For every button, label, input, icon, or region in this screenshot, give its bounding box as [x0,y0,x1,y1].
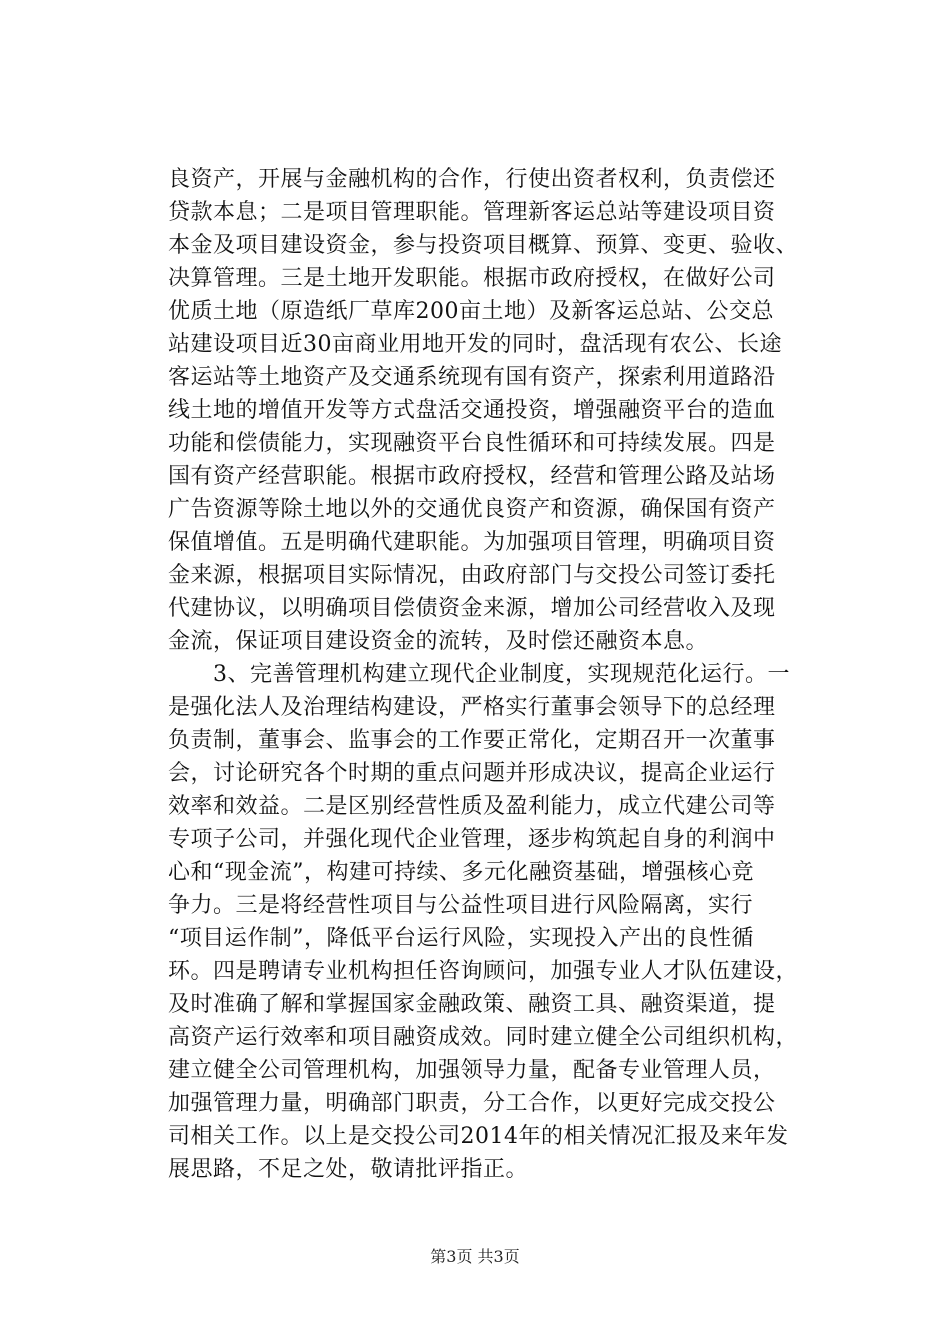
text-line: 站建设项目近30亩商业用地开发的同时，盘活现有农公、长途 [168,332,782,357]
text-line: 国有资产经营职能。根据市政府授权，经营和管理公路及站场 [168,464,776,489]
text-line: 保值增值。五是明确代建职能。为加强项目管理，明确项目资 [168,530,776,555]
text-line: 司相关工作。以上是交投公司2014年的相关情况汇报及来年发 [168,1124,789,1149]
text-line: 会，讨论研究各个时期的重点问题并形成决议，提高企业运行 [168,761,776,786]
text-line: 金来源，根据项目实际情况，由政府部门与交投公司签订委托 [168,563,776,588]
paragraph-1 [168,163,858,658]
text-line: 高资产运行效率和项目融资成效。同时建立健全公司组织机构， [168,1025,799,1050]
text-line: 环。四是聘请专业机构担任咨询顾问，加强专业人才队伍建设， [168,959,799,984]
text-line: 决算管理。三是土地开发职能。根据市政府授权，在做好公司 [168,266,776,291]
text-line: 本金及项目建设资金，参与投资项目概算、预算、变更、验收、 [168,233,799,258]
text-line: 客运站等土地资产及交通系统现有国有资产，探索利用道路沿 [168,365,776,390]
text-line: 效率和效益。二是区别经营性质及盈利能力，成立代建公司等 [168,794,776,819]
page-number-footer: 第3页 共3页 [430,1247,520,1266]
text-line: 专项子公司，并强化现代企业管理，逐步构筑起自身的利润中 [168,827,776,852]
text-line: 负责制，董事会、监事会的工作要正常化，定期召开一次董事 [168,728,776,753]
text-line: 金流，保证项目建设资金的流转，及时偿还融资本息。 [168,629,709,654]
text-line: 争力。三是将经营性项目与公益性项目进行风险隔离，实行 [168,893,754,918]
paragraph-2 [168,658,858,1186]
text-line: 贷款本息；二是项目管理职能。管理新客运总站等建设项目资 [168,200,776,225]
text-line: 加强管理力量，明确部门职责，分工合作，以更好完成交投公 [168,1091,776,1116]
text-line: 是强化法人及治理结构建设，严格实行董事会领导下的总经理 [168,695,776,720]
text-line: 展思路，不足之处，敬请批评指正。 [168,1157,529,1182]
text-line: 线土地的增值开发等方式盘活交通投资，增强融资平台的造血 [168,398,776,423]
text-line: 良资产，开展与金融机构的合作，行使出资者权利，负责偿还 [168,167,776,192]
text-line: 功能和偿债能力，实现融资平台良性循环和可持续发展。四是 [168,431,776,456]
text-line: 及时准确了解和掌握国家金融政策、融资工具、融资渠道，提 [168,992,776,1017]
text-line: 优质土地（原造纸厂草库200亩土地）及新客运总站、公交总 [168,299,774,324]
document-body [168,163,858,1186]
text-line: 建立健全公司管理机构，加强领导力量，配备专业管理人员， [168,1058,776,1083]
text-line: 心和“现金流”，构建可持续、多元化融资基础，增强核心竞 [168,860,754,885]
text-line: 广告资源等除土地以外的交通优良资产和资源，确保国有资产 [168,497,776,522]
text-line: “项目运作制”，降低平台运行风险，实现投入产出的良性循 [168,926,754,951]
text-line: 代建协议，以明确项目偿债资金来源，增加公司经营收入及现 [168,596,776,621]
text-line: 3、完善管理机构建立现代企业制度，实现规范化运行。一 [213,662,790,687]
